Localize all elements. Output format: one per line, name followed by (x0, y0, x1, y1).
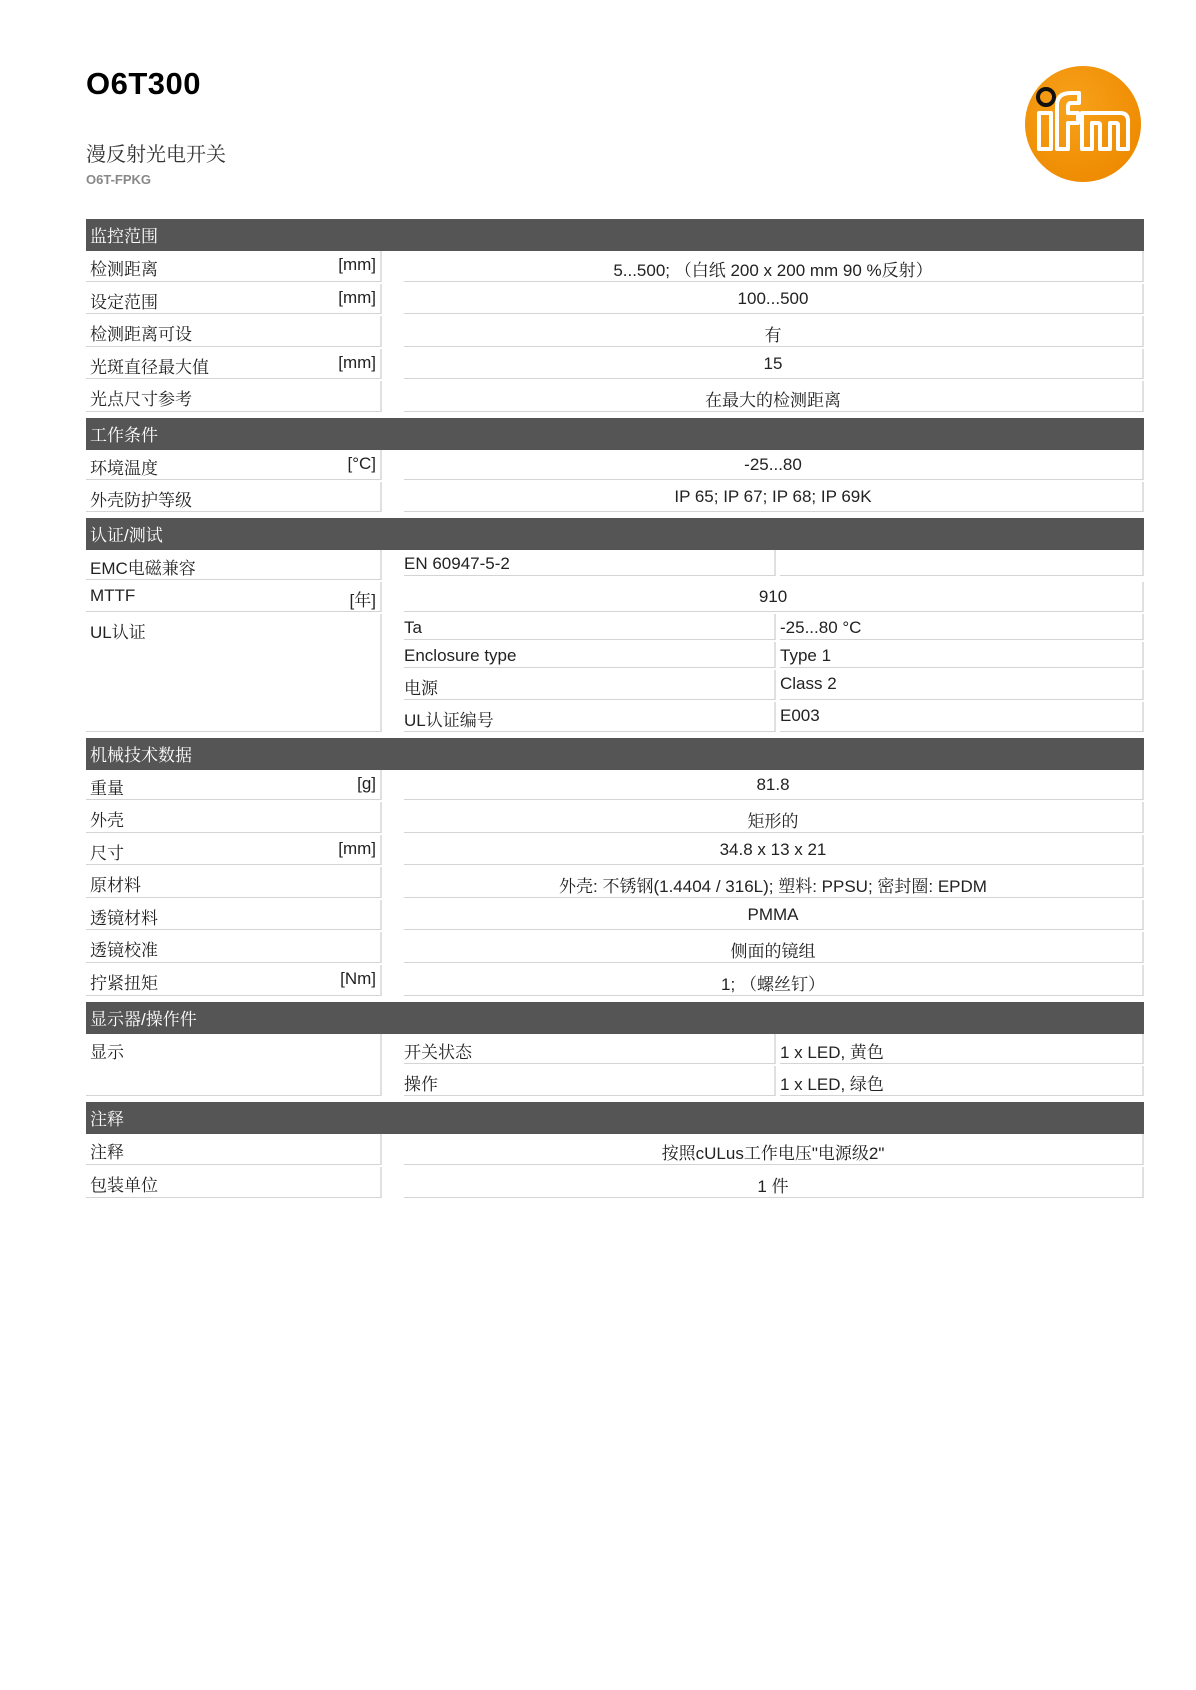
display-item (404, 1034, 1144, 1066)
ul-key: UL认证编号 (404, 702, 776, 732)
row-label: 检测距离可设 (90, 325, 192, 344)
row-label: MTTF (90, 586, 136, 605)
row-value: PMMA (404, 900, 1144, 930)
display-key: 操作 (404, 1066, 776, 1096)
spec-row (86, 1134, 1144, 1167)
row-unit: [mm] (338, 839, 376, 858)
spec-row (86, 770, 1144, 802)
ul-item (404, 642, 1144, 670)
spec-row (86, 802, 1144, 835)
ul-value: Type 1 (780, 642, 1144, 668)
row-value: 1 件 (404, 1167, 1144, 1198)
row-value: 1; （螺丝钉） (404, 965, 1144, 996)
row-label: EMC电磁兼容 (90, 559, 196, 578)
row-value: IP 65; IP 67; IP 68; IP 69K (404, 482, 1144, 512)
row-label: 包装单位 (90, 1176, 158, 1195)
section-header-operating: 工作条件 (86, 418, 1144, 450)
display-value: 1 x LED, 黄色 (780, 1034, 1144, 1064)
spec-row (86, 349, 1144, 381)
row-label: 光点尺寸参考 (90, 390, 192, 409)
row-label: 设定范围 (90, 293, 158, 312)
spec-row (86, 550, 1144, 582)
row-value: 100...500 (404, 284, 1144, 314)
ifm-logo (1024, 65, 1142, 183)
section-header-remarks: 注释 (86, 1102, 1144, 1134)
row-value: 15 (404, 349, 1144, 379)
display-item (404, 1066, 1144, 1098)
row-unit: [mm] (338, 255, 376, 274)
spec-table (86, 219, 1144, 1200)
spec-row (86, 614, 1144, 734)
row-unit: [g] (357, 774, 376, 793)
row-value: 34.8 x 13 x 21 (404, 835, 1144, 865)
ul-key: Ta (404, 614, 776, 640)
row-value: -25...80 (404, 450, 1144, 480)
display-key: 开关状态 (404, 1034, 776, 1064)
row-unit: [mm] (338, 288, 376, 307)
spec-row (86, 251, 1144, 284)
row-value-secondary (780, 550, 1144, 576)
row-label: 光斑直径最大值 (90, 358, 209, 377)
row-label: 透镜材料 (90, 909, 158, 928)
row-value: 910 (404, 582, 1144, 612)
spec-row (86, 867, 1144, 900)
row-value: 按照cULus工作电压"电源级2" (404, 1134, 1144, 1165)
spec-row (86, 450, 1144, 482)
row-label: 注释 (90, 1143, 124, 1162)
spec-row (86, 582, 1144, 614)
row-label: 检测距离 (90, 260, 158, 279)
row-unit: [Nm] (340, 969, 376, 988)
row-unit: [年] (349, 591, 376, 610)
row-label: 透镜校准 (90, 941, 158, 960)
article-code: O6T-FPKG (86, 172, 152, 187)
spec-row (86, 381, 1144, 414)
ul-value: E003 (780, 702, 1144, 732)
row-label: 原材料 (90, 876, 141, 895)
row-unit: [°C] (347, 454, 376, 473)
spec-row (86, 316, 1144, 349)
ul-value: Class 2 (780, 670, 1144, 700)
row-value: 侧面的镜组 (404, 932, 1144, 963)
spec-row (86, 1034, 1144, 1098)
product-subtitle: 漫反射光电开关 (86, 144, 226, 166)
row-unit: [mm] (338, 353, 376, 372)
row-value: EN 60947-5-2 (404, 550, 776, 576)
section-header-display: 显示器/操作件 (86, 1002, 1144, 1034)
row-value: 外壳: 不锈钢(1.4404 / 316L); 塑料: PPSU; 密封圈: EPDM (404, 867, 1144, 898)
row-value: 在最大的检测距离 (404, 381, 1144, 412)
spec-row (86, 284, 1144, 316)
display-value: 1 x LED, 绿色 (780, 1066, 1144, 1096)
spec-row (86, 965, 1144, 998)
row-label: 显示 (90, 1043, 124, 1062)
spec-row (86, 835, 1144, 867)
ul-item (404, 702, 1144, 734)
spec-row (86, 1167, 1144, 1200)
section-header-approvals: 认证/测试 (86, 518, 1144, 550)
ul-value: -25...80 °C (780, 614, 1144, 640)
ul-item (404, 670, 1144, 702)
spec-row (86, 932, 1144, 965)
spec-row (86, 900, 1144, 932)
row-value: 有 (404, 316, 1144, 347)
ul-key: Enclosure type (404, 642, 776, 668)
spec-row (86, 482, 1144, 514)
row-value: 81.8 (404, 770, 1144, 800)
row-label: 外壳 (90, 811, 124, 830)
ul-item (404, 614, 1144, 642)
row-label: 环境温度 (90, 459, 158, 478)
row-value: 矩形的 (404, 802, 1144, 833)
row-label: 拧紧扭矩 (90, 974, 158, 993)
row-label: 外壳防护等级 (90, 491, 192, 510)
row-value: 5...500; （白纸 200 x 200 mm 90 %反射） (404, 251, 1144, 282)
section-header-monitoring: 监控范围 (86, 219, 1144, 251)
ul-key: 电源 (404, 670, 776, 700)
section-header-mechanical: 机械技术数据 (86, 738, 1144, 770)
product-title: O6T300 (86, 66, 202, 101)
row-label: UL认证 (90, 623, 146, 642)
row-label: 重量 (90, 779, 124, 798)
row-label: 尺寸 (90, 844, 124, 863)
